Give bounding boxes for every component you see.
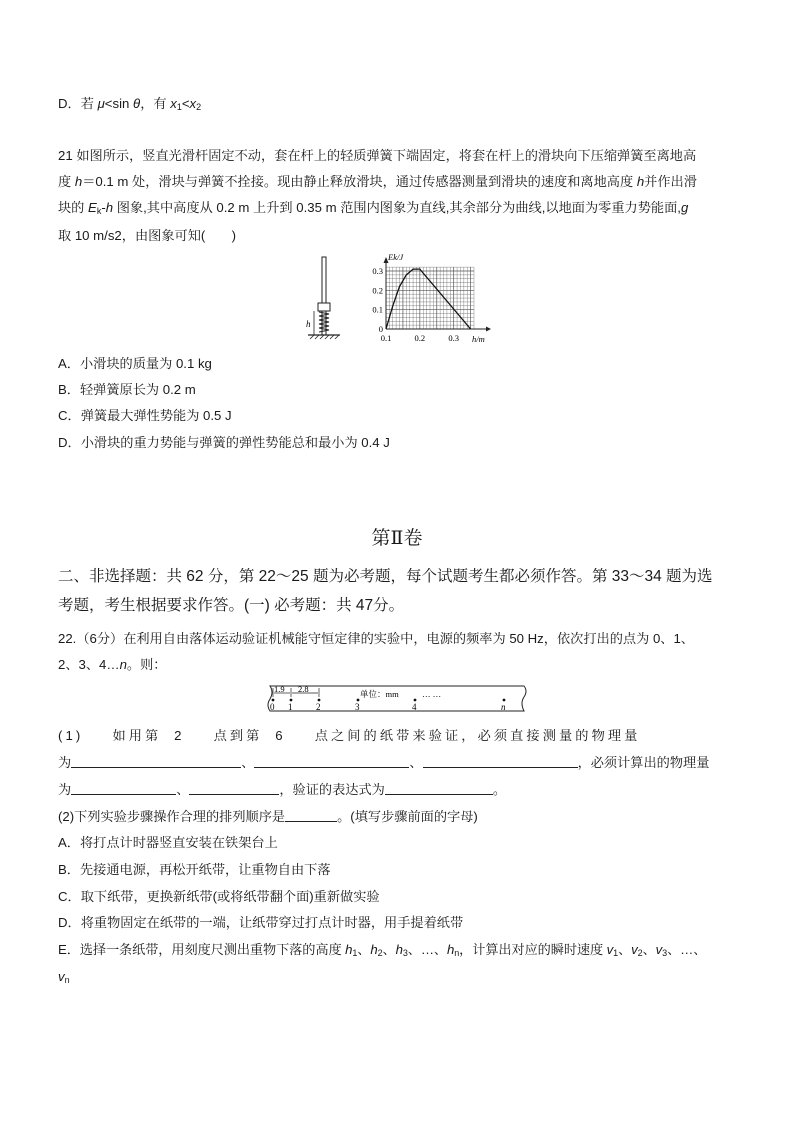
x-axis-label: h/m: [472, 334, 485, 344]
tape-dim-2: 2.8: [298, 684, 309, 694]
tape-dot-3: [357, 699, 360, 702]
y-tick-label: 0.1: [372, 304, 383, 315]
answer-blank-5[interactable]: [189, 782, 279, 795]
q22-stem-line-2: 2、3、4…n。则：: [58, 657, 167, 672]
paper-tape-figure: [262, 683, 530, 715]
answer-blank-7[interactable]: [285, 809, 337, 822]
answer-blank-1[interactable]: [71, 755, 241, 768]
q22-stem-line-1: 22.（6分）在利用自由落体运动验证机械能守恒定律的实验中，电源的频率为 50 Hz，依次打出的点为 0、1、: [58, 631, 694, 646]
tape-dot-0: [272, 699, 275, 702]
q21-option-c: C．弹簧最大弹性势能为 0.5 J: [58, 408, 232, 423]
q22-step-a: A．将打点计时器竖直安装在铁架台上: [58, 835, 278, 850]
ground-hatch: [310, 335, 339, 339]
tape-dot-n: [503, 699, 506, 702]
tape-unit: 单位：mm: [360, 689, 399, 699]
series-line-ek: [386, 269, 471, 329]
tape-label-1: 1: [288, 702, 293, 712]
q21-stem-line-2: 度 h＝0.1 m 处，滑块与弹簧不拴接。现由静止释放滑块，通过传感器测量到滑块的速度和离地高度 h并作出滑: [58, 174, 697, 189]
tape-ellipsis: … …: [422, 689, 442, 699]
q22-part2: (2)下列实验步骤操作合理的排列顺序是 。(填写步骤前面的字母): [58, 809, 478, 824]
slider-block: [318, 303, 330, 311]
tape-dot-4: [414, 699, 417, 702]
ek-h-chart: [360, 250, 495, 348]
x-axis-arrow: [486, 327, 491, 332]
q21-option-a: A．小滑块的质量为 0.1 kg: [58, 356, 212, 371]
height-label: h: [306, 319, 311, 329]
chart-grid: [386, 267, 474, 329]
tape-label-4: 4: [412, 702, 417, 712]
part2-intro-line-2: 考题，考生根据要求作答。(一) 必考题：共 47分。: [58, 597, 405, 614]
answer-blank-2[interactable]: [254, 755, 409, 768]
part2-intro-line-1: 二、非选择题：共 62 分，第 22～25 题为必考题，每个试题考生都必须作答。第 33～34 题为选: [58, 568, 713, 585]
x-tick-label: 0.3: [448, 333, 460, 343]
tape-dot-2: [318, 699, 321, 702]
q22-part1-line-3: 为 、 ，验证的表达式为 。: [58, 782, 507, 797]
spring-rod-apparatus: [300, 255, 350, 345]
q22-step-c: C．取下纸带，更换新纸带(或将纸带翻个面)重新做实验: [58, 889, 380, 904]
q22-step-e: E．选择一条纸带，用刻度尺测出重物下落的高度 $h_1$、$h_2$、$h_3$、…、$h_n$，计算出对应的瞬时速度 $v_1$、$v_2$、$v_3$、…、: [58, 942, 707, 958]
tape-label-3: 3: [355, 702, 360, 712]
q21-stem-line-1: 21 如图所示，竖直光滑杆固定不动，套在杆上的轻质弹簧下端固定，将套在杆上的滑块向下压缩弹簧至离地高: [58, 148, 697, 163]
section-title: 第Ⅱ卷: [371, 527, 423, 549]
x-tick-label: 0.2: [414, 333, 426, 343]
tape-label-0: 0: [270, 702, 275, 712]
q22-step-d: D．将重物固定在纸带的一端，让纸带穿过打点计时器，用手提着纸带: [58, 915, 464, 930]
tape-label-n: n: [501, 702, 506, 712]
q22-part1-line-2: 为 、 、 ，必须计算出的物理量: [58, 755, 710, 770]
tape-dim-1: 1.9: [274, 684, 285, 694]
q22-step-b: B．先接通电源，再松开纸带，让重物自由下落: [58, 862, 331, 877]
y-tick-label: 0.3: [372, 266, 383, 276]
y-tick-label: 0: [378, 324, 383, 334]
y-axis-label: Ek/J: [388, 252, 404, 262]
y-tick-label: 0.2: [372, 285, 383, 296]
answer-blank-4[interactable]: [71, 782, 176, 795]
tape-label-2: 2: [316, 702, 321, 712]
spring: [319, 312, 329, 332]
q21-option-b: B．轻弹簧原长为 0.2 m: [58, 382, 196, 397]
answer-blank-3[interactable]: [423, 755, 578, 768]
tape-dot-1: [290, 699, 293, 702]
q22-part1-line-1: (1) 如用第 2 点到第 6 点之间的纸带来验证，必须直接测量的物理量: [58, 728, 641, 743]
q21-option-d: D．小滑块的重力势能与弹簧的弹性势能总和最小为 0.4 J: [58, 435, 390, 450]
q22-step-e-cont: $v_n$: [58, 969, 70, 985]
x-tick-label: 0.1: [380, 333, 392, 343]
q21-stem-line-3: 块的 $E_k-h$ 图象,其中高度从 0.2 m 上升到 0.35 m 范围内图象为直线,其余部分为曲线,以地面为零重力势能面,g: [58, 200, 689, 216]
q20-option-d: D．若 μ<sin θ，有 $x_1<x_2$: [58, 96, 202, 112]
answer-blank-6[interactable]: [385, 782, 493, 795]
q21-stem-line-4: 取 10 m/s2，由图象可知( ): [58, 228, 237, 243]
